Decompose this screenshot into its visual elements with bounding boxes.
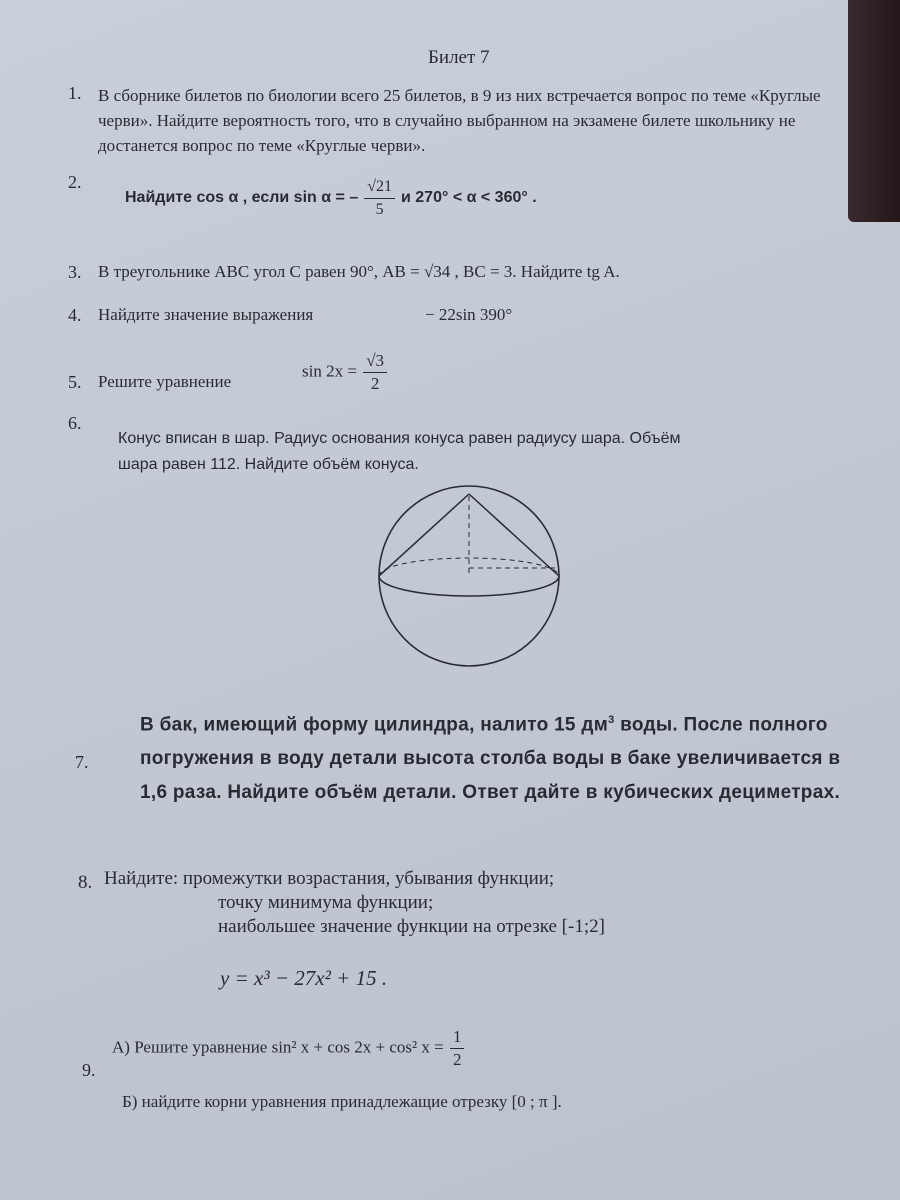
q5-fraction — [363, 350, 387, 395]
q5-denominator: 2 — [370, 374, 380, 393]
cone-side-left — [379, 494, 469, 576]
q4-number: 4. — [68, 305, 82, 325]
q5-lhs: sin 2x = — [302, 361, 357, 381]
base-ellipse-front — [379, 576, 559, 596]
q7-text-a: В бак, имеющий форму цилиндра, налито 15 дм — [140, 714, 609, 736]
q7-number: 7. — [75, 752, 89, 772]
q7-cube-sup: 3 — [608, 714, 615, 726]
q9-fraction — [450, 1026, 465, 1071]
q1-text: В сборнике билетов по биологии всего 25 билетов, в 9 из них встречается вопрос по теме «Круглые черви». Найдите вероятность того, что в случайно выбранном на экзамене билете школьнику не достанется вопрос по теме «Круглые черви». — [98, 86, 821, 155]
q2-content — [125, 176, 537, 221]
q5-numerator: √3 — [363, 350, 387, 373]
q8-number: 8. — [78, 872, 93, 893]
q2-lead: Найдите cos α , если sin α = – — [125, 189, 359, 207]
q9-number: 9. — [82, 1060, 96, 1080]
q2-number: 2. — [68, 172, 82, 192]
q8-line3: наибольшее значение функции на отрезке [-1;2] — [218, 916, 605, 937]
q5-number: 5. — [68, 372, 82, 392]
q3-number: 3. — [68, 262, 82, 282]
q9-part-a — [112, 1026, 466, 1071]
cone-side-right — [469, 494, 559, 576]
q6-line2: шара равен 112. Найдите объём конуса. — [118, 456, 419, 473]
q8-formula: y = x³ − 27x² + 15 . — [220, 966, 388, 990]
q5-text: Решите уравнение — [98, 372, 232, 391]
q3-text: В треугольнике ABC угол C равен 90°, AB = √34 , BC = 3. Найдите tg A. — [98, 262, 620, 281]
q9-part-b: Б) найдите корни уравнения принадлежащие отрезку [0 ; π ]. — [122, 1092, 562, 1111]
q5-equation — [302, 350, 389, 395]
q2-tail: и 270° < α < 360° . — [401, 189, 537, 207]
q7-text — [140, 703, 860, 810]
q2-numerator: √21 — [364, 176, 395, 199]
q2-fraction — [364, 176, 395, 221]
q9-part-a-text: А) Решите уравнение sin² x + cos 2x + cos² x = — [112, 1037, 444, 1057]
q2-denominator: 5 — [375, 201, 384, 218]
ticket-title: Билет 7 — [428, 47, 490, 68]
q9-denominator: 2 — [452, 1050, 462, 1069]
cone-in-sphere-diagram — [370, 484, 570, 674]
q8-line2: точку минимума функции; — [218, 892, 434, 913]
q8-line1: Найдите: промежутки возрастания, убывания функции; — [104, 868, 555, 889]
q6-number: 6. — [68, 413, 82, 433]
q9-numerator: 1 — [450, 1026, 465, 1049]
q7-text-b: воды. После полного погружения в воду детали высота столба воды в баке увеличивается в 1,6 раза. Найдите объём детали. Ответ дайте в кубических дециметрах. — [140, 714, 841, 804]
q1-number: 1. — [68, 83, 82, 103]
q6-line1: Конус вписан в шар. Радиус основания конуса равен радиусу шара. Объём — [118, 430, 681, 447]
q4-text: Найдите значение выражения — [98, 305, 314, 324]
q4-expression: − 22sin 390° — [425, 305, 513, 324]
